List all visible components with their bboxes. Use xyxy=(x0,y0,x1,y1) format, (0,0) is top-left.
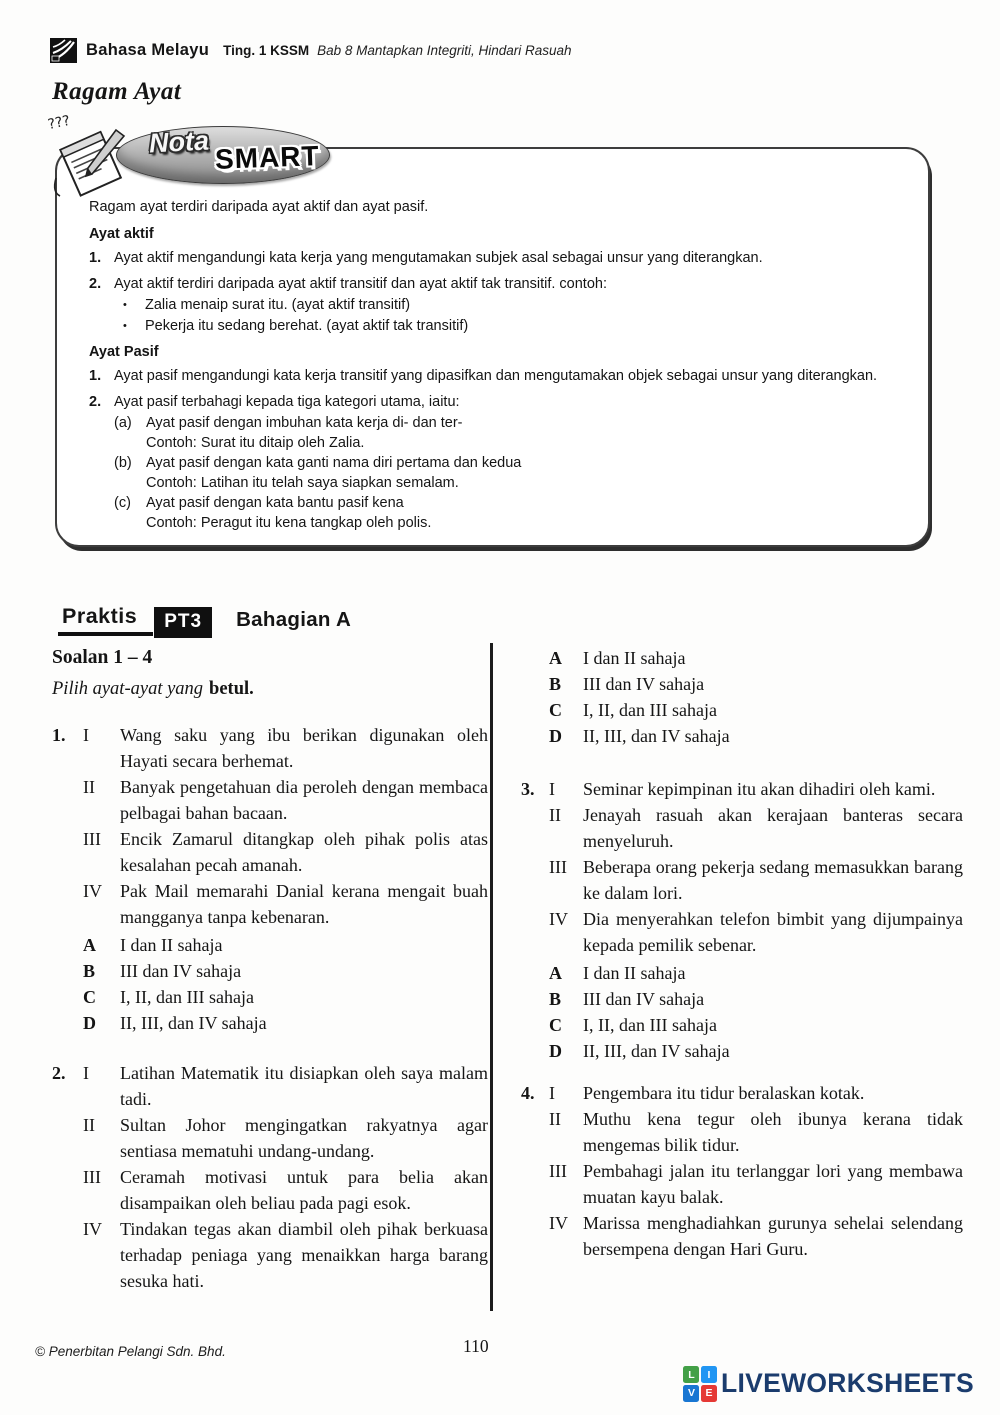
item-text: Pembahagi jalan itu terlanggar lori yang membawa muatan kayu balak. xyxy=(583,1161,963,1207)
item-text: Ceramah motivasi untuk para belia akan disampaikan oleh beliau pada pagi esok. xyxy=(120,1167,488,1213)
option-text: I, II, dan III sahaja xyxy=(120,987,254,1007)
option-row xyxy=(52,984,488,1010)
item-text: Pengembara itu tidur beralaskan kotak. xyxy=(583,1083,865,1103)
option-row xyxy=(52,1010,488,1036)
item-numeral: IV xyxy=(83,1219,102,1239)
instruction-line: Pilih ayat-ayat yang betul. xyxy=(52,679,254,699)
question-item xyxy=(521,906,963,958)
nota-intro: Ragam ayat terdiri daripada ayat aktif dan ayat pasif. xyxy=(89,199,429,215)
question-3-options xyxy=(521,960,963,1064)
nota-bullet-item: • Pekerja itu sedang berehat. (ayat aktif tak transitif) xyxy=(123,318,469,334)
option-letter: D xyxy=(83,1013,96,1033)
option-text: I, II, dan III sahaja xyxy=(583,700,717,720)
option-letter: C xyxy=(83,987,96,1007)
question-number: 1. xyxy=(52,725,66,745)
nota-heading-pasif: Ayat Pasif xyxy=(89,344,159,360)
option-text: III dan IV sahaja xyxy=(120,961,242,981)
logo-square-v: V xyxy=(683,1385,699,1402)
item-numeral: IV xyxy=(549,1213,568,1233)
questions-column-left xyxy=(52,722,488,1294)
item-text: Muthu kena tegur oleh ibunya kerana tidak mengemas bilik tidur. xyxy=(583,1109,963,1155)
option-row xyxy=(521,723,963,749)
question-4 xyxy=(521,1080,963,1262)
option-letter: A xyxy=(549,963,562,983)
question-item xyxy=(521,776,963,802)
option-text: II, III, dan IV sahaja xyxy=(120,1013,267,1033)
question-item xyxy=(52,1164,488,1216)
question-3 xyxy=(521,776,963,958)
publisher-logo-icon xyxy=(50,38,77,63)
item-numeral: III xyxy=(83,829,101,849)
question-item xyxy=(52,1216,488,1294)
option-letter: B xyxy=(549,989,562,1009)
nota-smart-box xyxy=(55,147,930,547)
option-row xyxy=(52,958,488,984)
bullet-icon: • xyxy=(123,320,127,332)
item-text: Beberapa orang pekerja sedang memasukkan barang ke dalam lori. xyxy=(583,857,963,903)
nota-smart-badge xyxy=(116,126,330,184)
question-number: 2. xyxy=(52,1063,66,1083)
nota-subpoint: (c) Ayat pasif dengan kata bantu pasif kena Contoh: Peragut itu kena tangkap oleh polis. xyxy=(114,495,432,531)
question-item xyxy=(521,1106,963,1158)
option-row xyxy=(521,1038,963,1064)
item-numeral: II xyxy=(549,805,561,825)
question-1 xyxy=(52,722,488,930)
question-item xyxy=(521,802,963,854)
liveworksheets-wordmark: LIVEWORKSHEETS xyxy=(720,1368,974,1399)
item-numeral: II xyxy=(549,1109,561,1129)
item-text: Pak Mail memarahi Danial kerana mengait buah mangganya tanpa kebenaran. xyxy=(120,881,488,927)
option-row xyxy=(521,645,963,671)
column-divider xyxy=(490,643,493,1311)
item-text: Tindakan tegas akan diambil oleh pihak berkuasa terhadap peniaga yang menaikkan harga barang sesuka hati. xyxy=(120,1219,488,1291)
page-header xyxy=(50,38,572,63)
option-text: II, III, dan IV sahaja xyxy=(583,1041,730,1061)
nota-smart-banner xyxy=(46,110,366,200)
question-number: 3. xyxy=(521,779,535,799)
logo-square-i: I xyxy=(701,1366,717,1383)
option-letter: C xyxy=(549,1015,562,1035)
nota-heading-aktif: Ayat aktif xyxy=(89,226,154,242)
question-item xyxy=(521,854,963,906)
option-letter: A xyxy=(549,648,562,668)
praktis-header xyxy=(58,604,351,636)
option-text: I dan II sahaja xyxy=(583,648,686,668)
pt3-badge: PT3 xyxy=(154,607,212,638)
subject-title: Bahasa Melayu xyxy=(86,41,210,59)
question-range-heading: Soalan 1 – 4 xyxy=(52,647,153,668)
option-text: III dan IV sahaja xyxy=(583,674,705,694)
chapter-title: Bab 8 Mantapkan Integriti, Hindari Rasuah xyxy=(317,43,572,58)
item-numeral: II xyxy=(83,777,95,797)
item-numeral: I xyxy=(83,1063,89,1083)
nota-point: 1. Ayat aktif mengandungi kata kerja yang mengutamakan subjek asal sebagai unsur yang diterangkan. xyxy=(89,250,763,266)
item-text: Marissa menghadiahkan gurunya sehelai selendang bersempena dengan Hari Guru. xyxy=(583,1213,963,1259)
question-item xyxy=(521,1158,963,1210)
option-row xyxy=(52,932,488,958)
item-numeral: I xyxy=(83,725,89,745)
logo-square-e: E xyxy=(701,1385,717,1402)
praktis-label: Praktis xyxy=(58,604,153,636)
question-item xyxy=(52,774,488,826)
option-row xyxy=(521,960,963,986)
option-letter: D xyxy=(549,726,562,746)
grade-level: Ting. 1 KSSM xyxy=(223,43,310,58)
page-number: 110 xyxy=(463,1336,489,1356)
nota-subpoint: (a) Ayat pasif dengan imbuhan kata kerja di- dan ter- Contoh: Surat itu ditaip oleh Zalia. xyxy=(114,415,463,451)
option-text: III dan IV sahaja xyxy=(583,989,705,1009)
section-label: Bahagian A xyxy=(236,608,352,631)
item-text: Dia menyerahkan telefon bimbit yang dijumpainya kepada pemilik sebenar. xyxy=(583,909,963,955)
liveworksheets-grid-icon xyxy=(683,1366,717,1402)
item-text: Wang saku yang ibu berikan digunakan oleh Hayati secara berhemat. xyxy=(120,725,488,771)
page-title: Ragam Ayat xyxy=(52,78,182,105)
item-numeral: IV xyxy=(549,909,568,929)
option-text: I, II, dan III sahaja xyxy=(583,1015,717,1035)
item-numeral: I xyxy=(549,1083,555,1103)
badge-nota-label: Nota xyxy=(148,125,210,159)
question-item xyxy=(521,1080,963,1106)
option-text: II, III, dan IV sahaja xyxy=(583,726,730,746)
option-row xyxy=(521,986,963,1012)
logo-square-l: L xyxy=(683,1366,699,1383)
question-2 xyxy=(52,1060,488,1294)
item-numeral: I xyxy=(549,779,555,799)
question-1-options xyxy=(52,932,488,1036)
item-text: Jenayah rasuah akan kerajaan banteras secara menyeluruh. xyxy=(583,805,963,851)
nota-point: 2. Ayat pasif terbahagi kepada tiga kategori utama, iaitu: xyxy=(89,394,460,410)
option-row xyxy=(521,697,963,723)
copyright-text: © Penerbitan Pelangi Sdn. Bhd. xyxy=(35,1344,226,1359)
option-letter: B xyxy=(83,961,96,981)
nota-point: 1. Ayat pasif mengandungi kata kerja transitif yang dipasifkan dan mengutamakan objek sebagai unsur yang diterangkan. xyxy=(89,368,878,384)
option-letter: D xyxy=(549,1041,562,1061)
option-letter: C xyxy=(549,700,562,720)
option-text: I dan II sahaja xyxy=(120,935,223,955)
questions-column-right xyxy=(521,645,963,1262)
item-text: Sultan Johor mengingatkan rakyatnya agar sentiasa mematuhi undang-undang. xyxy=(120,1115,488,1161)
option-letter: B xyxy=(549,674,562,694)
item-numeral: IV xyxy=(83,881,102,901)
item-numeral: III xyxy=(549,857,567,877)
badge-smart-label: SMART xyxy=(214,140,321,175)
question-item xyxy=(52,722,488,774)
liveworksheets-logo[interactable] xyxy=(683,1366,974,1402)
item-text: Banyak pengetahuan dia peroleh dengan membaca pelbagai bahan bacaan. xyxy=(120,777,488,823)
item-text: Encik Zamarul ditangkap oleh pihak polis atas kesalahan pecah amanah. xyxy=(120,829,488,875)
option-row xyxy=(521,671,963,697)
nota-bullet-item: • Zalia menaip surat itu. (ayat aktif transitif) xyxy=(123,297,411,313)
item-text: Seminar kepimpinan itu akan dihadiri oleh kami. xyxy=(583,779,936,799)
question-item xyxy=(521,1210,963,1262)
question-item xyxy=(52,826,488,878)
option-letter: A xyxy=(83,935,96,955)
svg-text:???: ??? xyxy=(46,112,72,134)
question-number: 4. xyxy=(521,1083,535,1103)
question-item xyxy=(52,878,488,930)
option-row xyxy=(521,1012,963,1038)
question-2-options xyxy=(521,645,963,749)
nota-subpoint: (b) Ayat pasif dengan kata ganti nama diri pertama dan kedua Contoh: Latihan itu telah saya siapkan semalam. xyxy=(114,455,522,491)
question-item xyxy=(52,1060,488,1112)
question-item xyxy=(52,1112,488,1164)
bullet-icon: • xyxy=(123,299,127,311)
item-text: Latihan Matematik itu disiapkan oleh saya malam tadi. xyxy=(120,1063,488,1109)
item-numeral: III xyxy=(549,1161,567,1181)
nota-point: 2. Ayat aktif terdiri daripada ayat aktif transitif dan ayat aktif tak transitif. contoh: xyxy=(89,276,607,292)
option-text: I dan II sahaja xyxy=(583,963,686,983)
item-numeral: III xyxy=(83,1167,101,1187)
item-numeral: II xyxy=(83,1115,95,1135)
